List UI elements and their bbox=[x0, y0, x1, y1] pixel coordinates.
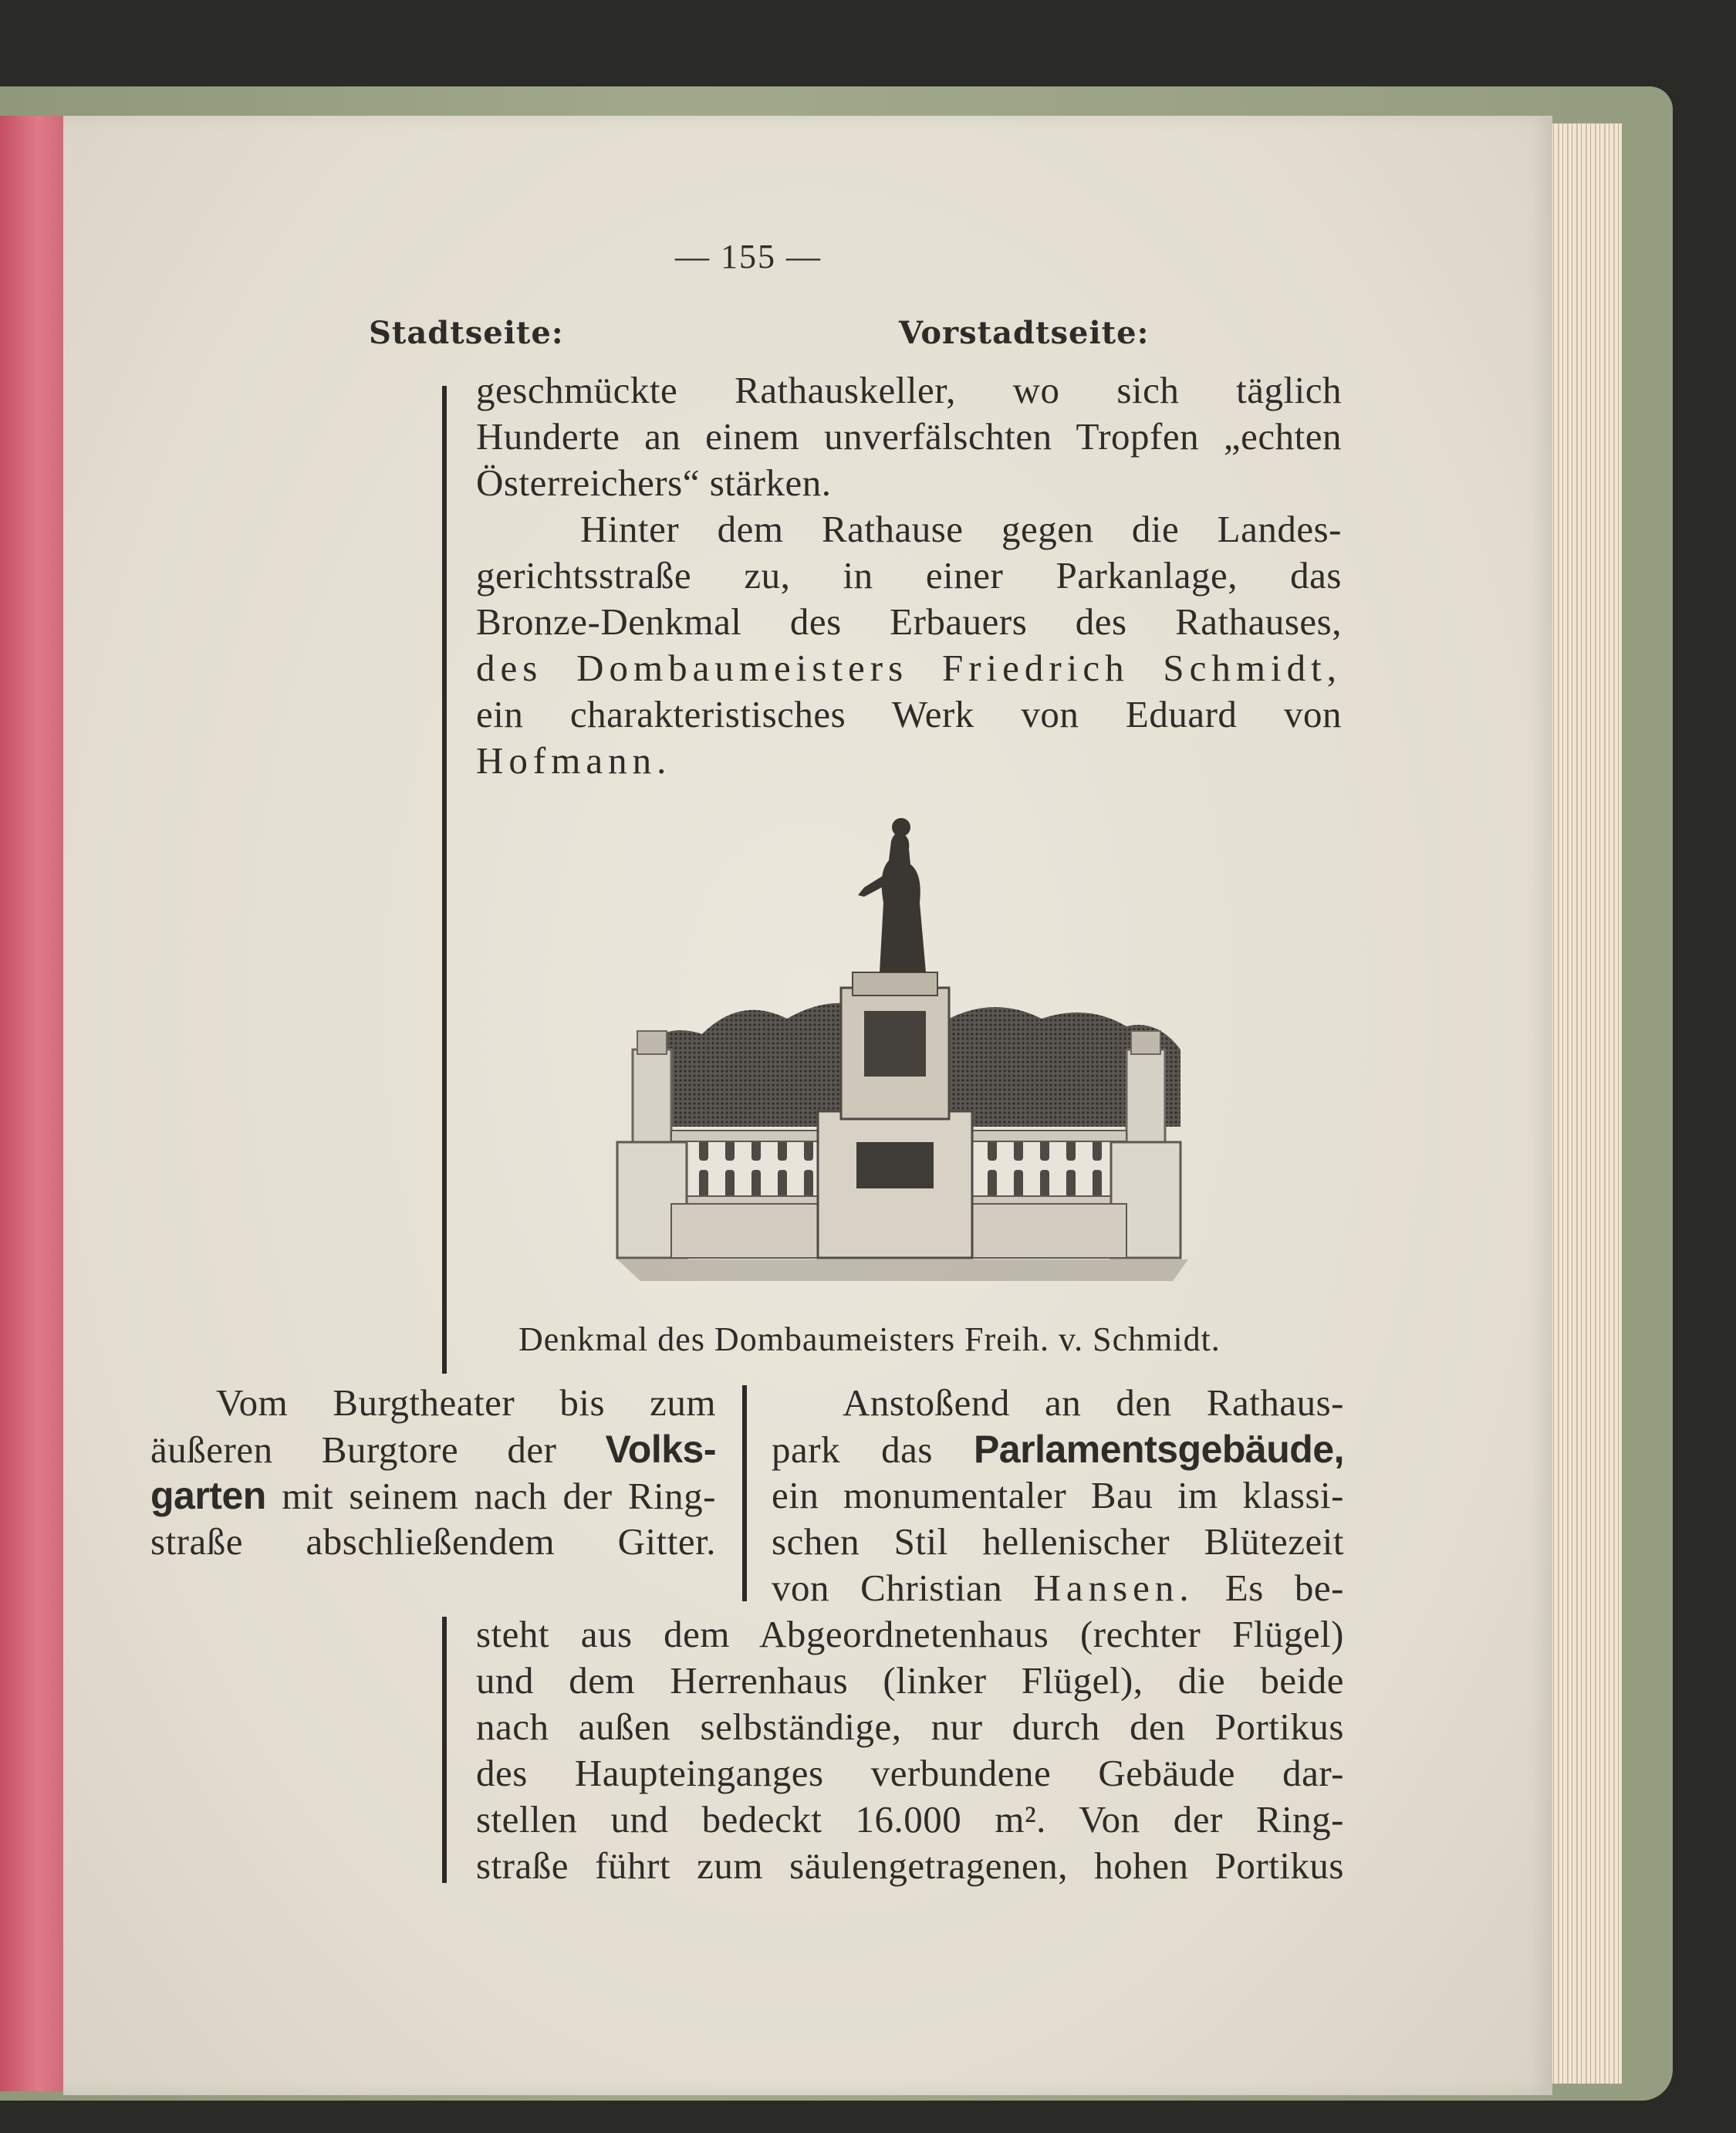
column-rule-middle bbox=[742, 1385, 747, 1601]
left-col-line-1: Vom Burgtheater bis zum bbox=[216, 1381, 716, 1424]
monument-illustration bbox=[586, 787, 1219, 1296]
bottom-line-5: stellen und bedeckt 16.000 m². Von der Ring- bbox=[476, 1798, 1344, 1841]
bottom-line-3: nach außen selbständige, nur durch den Portikus bbox=[476, 1705, 1344, 1748]
facing-page-edge bbox=[0, 116, 63, 2091]
column-rule-bottom bbox=[442, 1617, 447, 1883]
bottom-line-2: und dem Herrenhaus (linker Flügel), die beide bbox=[476, 1659, 1344, 1702]
left-col-line-4: straße abschließendem Gitter. bbox=[150, 1520, 716, 1563]
figure-caption: Denkmal des Dombaumeisters Freih. v. Schmidt. bbox=[518, 1320, 1221, 1358]
text-line-3: Österreichers“ stärken. bbox=[476, 461, 832, 504]
bottom-line-6: straße führt zum säulengetragenen, hohen Portikus bbox=[476, 1844, 1344, 1887]
left-col-line-3: garten mit seinem nach der Ring- bbox=[150, 1474, 716, 1517]
right-col-line-2: park das Parlamentsgebäude, bbox=[772, 1428, 1345, 1471]
header-vorstadtseite: Vorstadtseite: bbox=[899, 315, 1150, 351]
text-line-4: Hinter dem Rathause gegen die Landes- bbox=[580, 508, 1342, 550]
right-col-line-3: ein monumentaler Bau im klassi- bbox=[772, 1474, 1344, 1516]
bottom-line-1: steht aus dem Abgeordnetenhaus (rechter Flügel) bbox=[476, 1613, 1344, 1655]
right-col-line-5: von Christian Hansen. Es be- bbox=[772, 1567, 1344, 1609]
bottom-line-4: des Haupteinganges verbundene Gebäude dar- bbox=[476, 1752, 1344, 1794]
text-line-6: Bronze-Denkmal des Erbauers des Rathauses, bbox=[476, 600, 1342, 643]
right-col-line-4: schen Stil hellenischer Blütezeit bbox=[772, 1520, 1344, 1563]
column-rule-top bbox=[442, 386, 447, 1374]
text-line-5: gerichtsstraße zu, in einer Parkanlage, das bbox=[476, 554, 1342, 597]
left-col-line-2: äußeren Burgtore der Volks- bbox=[150, 1428, 716, 1471]
text-line-8: ein charakteristisches Werk von Eduard von bbox=[476, 693, 1342, 735]
right-col-line-1: Anstoßend an den Rathaus- bbox=[843, 1381, 1344, 1424]
text-line-9: Hofmann. bbox=[476, 739, 672, 782]
header-stadtseite: Stadtseite: bbox=[369, 315, 564, 351]
page-number: — 155 — bbox=[675, 238, 822, 275]
text-line-1: geschmückte Rathauskeller, wo sich täglich bbox=[476, 369, 1342, 411]
text-line-7: des Dombaumeisters Friedrich Schmidt, bbox=[476, 647, 1342, 689]
text-line-2: Hunderte an einem unverfälschten Tropfen „echten bbox=[476, 415, 1342, 458]
